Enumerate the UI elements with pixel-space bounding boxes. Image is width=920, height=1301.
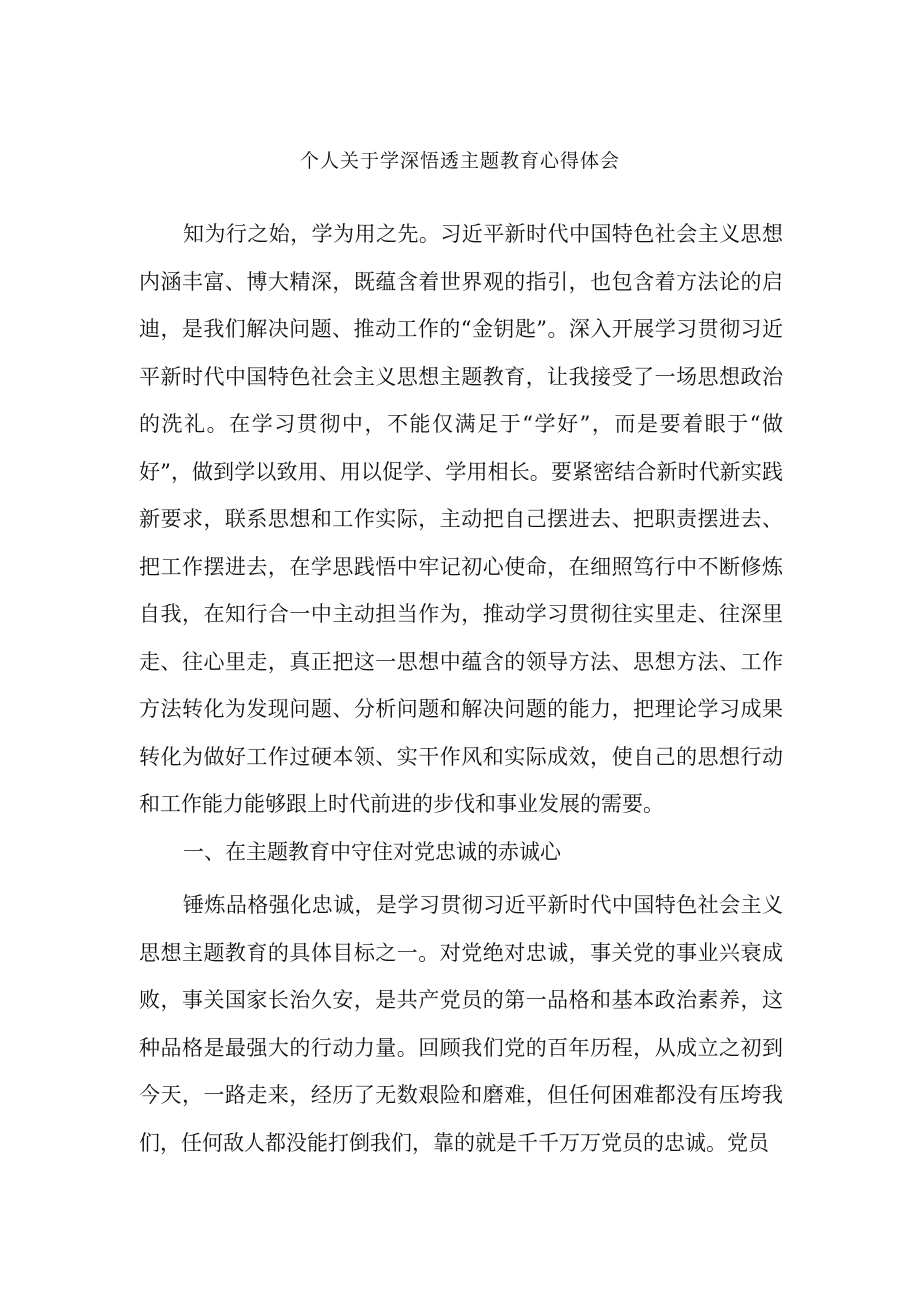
section-heading-1: 一、在主题教育中守住对党忠诚的赤诚心 [183,840,561,864]
paragraph-intro: 知为行之始，学为用之先。习近平新时代中国特色社会主义思想内涵丰富、博大精深，既蕴含着世界观的指引，也包含着方法论的启迪，是我们解决问题、推动工作的“金钥匙”。深入开展学习贯彻习近平新时代中国特色社会主义思想主题教育，让我接受了一场思想政治的洗礼。在学习贯彻中，不能仅满足于“学好”，而是要着眼于“做好”，做到学以致用、用以促学、学用相长。要紧密结合新时代新实践新要求，联系思想和工作实际，主动把自己摆进去、把职责摆进去、把工作摆进去，在学思践悟中牢记初心使命，在细照笃行中不断修炼自我，在知行合一中主动担当作为，推动学习贯彻往实里走、往深里走、往心里走，真正把这一思想中蕴含的领导方法、思想方法、工作方法转化为发现问题、分析问题和解决问题的能力，把理论学习成果转化为做好工作过硬本领、实干作风和实际成效，使自己的思想行动和工作能力能够跟上时代前进的步伐和事业发展的需要。 [139,222,783,816]
document-title: 个人关于学深悟透主题教育心得体会 [299,150,620,172]
paragraph-section-1: 锤炼品格强化忠诚，是学习贯彻习近平新时代中国特色社会主义思想主题教育的具体目标之一。对党绝对忠诚，事关党的事业兴衰成败，事关国家长治久安，是共产党员的第一品格和基本政治素养，这种品格是最强大的行动力量。回顾我们党的百年历程，从成立之初到今天，一路走来，经历了无数艰险和磨难，但任何困难都没有压垮我们，任何敌人都没能打倒我们，靠的就是千千万万党员的忠诚。党员 [139,893,783,1155]
